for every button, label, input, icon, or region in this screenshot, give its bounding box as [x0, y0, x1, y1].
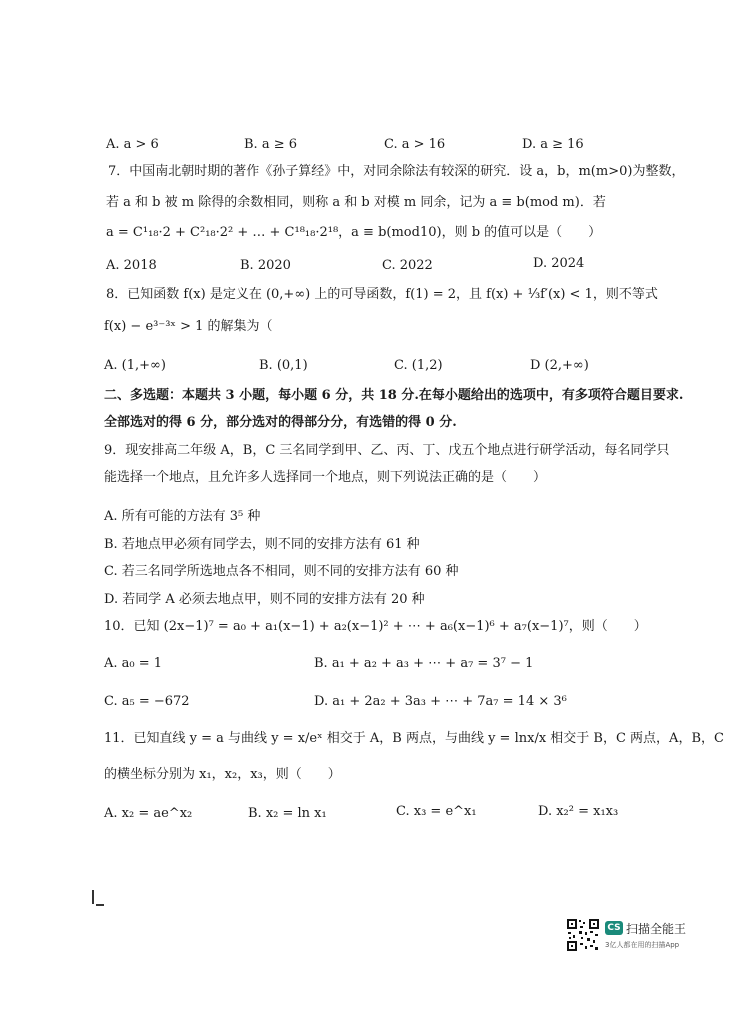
camscanner-brand-name: 扫描全能王 — [626, 922, 687, 936]
q8-stem-line2: f(x) − e³⁻³ˣ > 1 的解集为（ — [104, 319, 273, 334]
q7-option-c: C. 2022 — [382, 258, 433, 273]
scan-corner-mark — [92, 890, 94, 904]
q7-option-d: D. 2024 — [533, 256, 585, 271]
q8-option-b: B. (0,1) — [259, 358, 308, 373]
q7-stem-line2: 若 a 和 b 被 m 除得的余数相同，则称 a 和 b 对模 m 同余，记为 a ≡ b(mod m)．若 — [106, 195, 606, 210]
q9-stem-line2: 能选择一个地点，且允许多人选择同一个地点，则下列说法正确的是（ ） — [104, 470, 547, 485]
q6-option-a: A. a > 6 — [106, 137, 159, 152]
q9-stem-line1: 9．现安排高二年级 A，B，C 三名同学到甲、乙、丙、丁、戊五个地点进行研学活动，每名同学只 — [104, 443, 670, 458]
q6-option-d: D. a ≥ 16 — [522, 137, 584, 152]
q9-option-d: D. 若同学 A 必须去地点甲，则不同的安排方法有 20 种 — [104, 592, 425, 607]
q11-option-d: D. x₂² = x₁x₃ — [538, 804, 619, 819]
q9-option-b: B. 若地点甲必须有同学去，则不同的安排方法有 61 种 — [104, 537, 420, 552]
q11-stem-line1: 11．已知直线 y = a 与曲线 y = x/eˣ 相交于 A，B 两点，与曲线 y = lnx/x 相交于 B，C 两点，A，B，C — [104, 731, 724, 746]
camscanner-logo-icon: CS — [605, 921, 623, 935]
section2-heading-line2: 全部选对的得 6 分，部分选对的得部分分，有选错的得 0 分. — [104, 415, 457, 430]
q11-option-b: B. x₂ = ln x₁ — [248, 806, 327, 821]
q9-option-a: A. 所有可能的方法有 3⁵ 种 — [104, 509, 261, 524]
q10-option-d: D. a₁ + 2a₂ + 3a₃ + ⋯ + 7a₇ = 14 × 3⁶ — [314, 694, 567, 709]
q7-option-a: A. 2018 — [106, 258, 157, 273]
qr-code-icon — [566, 918, 600, 952]
q8-stem-line1: 8．已知函数 f(x) 是定义在 (0,+∞) 上的可导函数，f(1) = 2，且 f(x) + ⅓f′(x) < 1，则不等式 — [106, 287, 658, 302]
scan-corner-mark-underline — [96, 904, 104, 906]
q11-option-c: C. x₃ = e^x₁ — [396, 804, 477, 819]
q7-stem-line1: 7．中国南北朝时期的著作《孙子算经》中，对同余除法有较深的研究．设 a，b，m(m>0)为整数， — [108, 164, 685, 179]
q8-option-c: C. (1,2) — [394, 358, 443, 373]
q8-option-a: A. (1,+∞) — [104, 358, 166, 373]
q11-option-a: A. x₂ = ae^x₂ — [104, 806, 193, 821]
q9-option-c: C. 若三名同学所选地点各不相同，则不同的安排方法有 60 种 — [104, 564, 459, 579]
q7-option-b: B. 2020 — [240, 258, 291, 273]
q11-stem-line2: 的横坐标分别为 x₁，x₂，x₃，则（ ） — [104, 767, 341, 782]
q6-option-b: B. a ≥ 6 — [244, 137, 297, 152]
camscanner-tagline: 3亿人都在用的扫描App — [605, 941, 680, 949]
q6-option-c: C. a > 16 — [384, 137, 446, 152]
q10-stem: 10．已知 (2x−1)⁷ = a₀ + a₁(x−1) + a₂(x−1)² + ⋯ + a₆(x−1)⁶ + a₇(x−1)⁷，则（ ） — [104, 619, 647, 634]
q10-option-b: B. a₁ + a₂ + a₃ + ⋯ + a₇ = 3⁷ − 1 — [314, 656, 534, 671]
q10-option-c: C. a₅ = −672 — [104, 694, 190, 709]
q10-option-a: A. a₀ = 1 — [104, 656, 163, 671]
section2-heading-line1: 二、多选题：本题共 3 小题，每小题 6 分，共 18 分.在每小题给出的选项中，有多项符合题目要求. — [104, 388, 684, 403]
q8-option-d: D (2,+∞) — [530, 358, 589, 373]
q7-stem-line3: a = C¹₁₈·2 + C²₁₈·2² + … + C¹⁸₁₈·2¹⁸，a ≡ b(mod10)，则 b 的值可以是（ ） — [106, 225, 602, 240]
